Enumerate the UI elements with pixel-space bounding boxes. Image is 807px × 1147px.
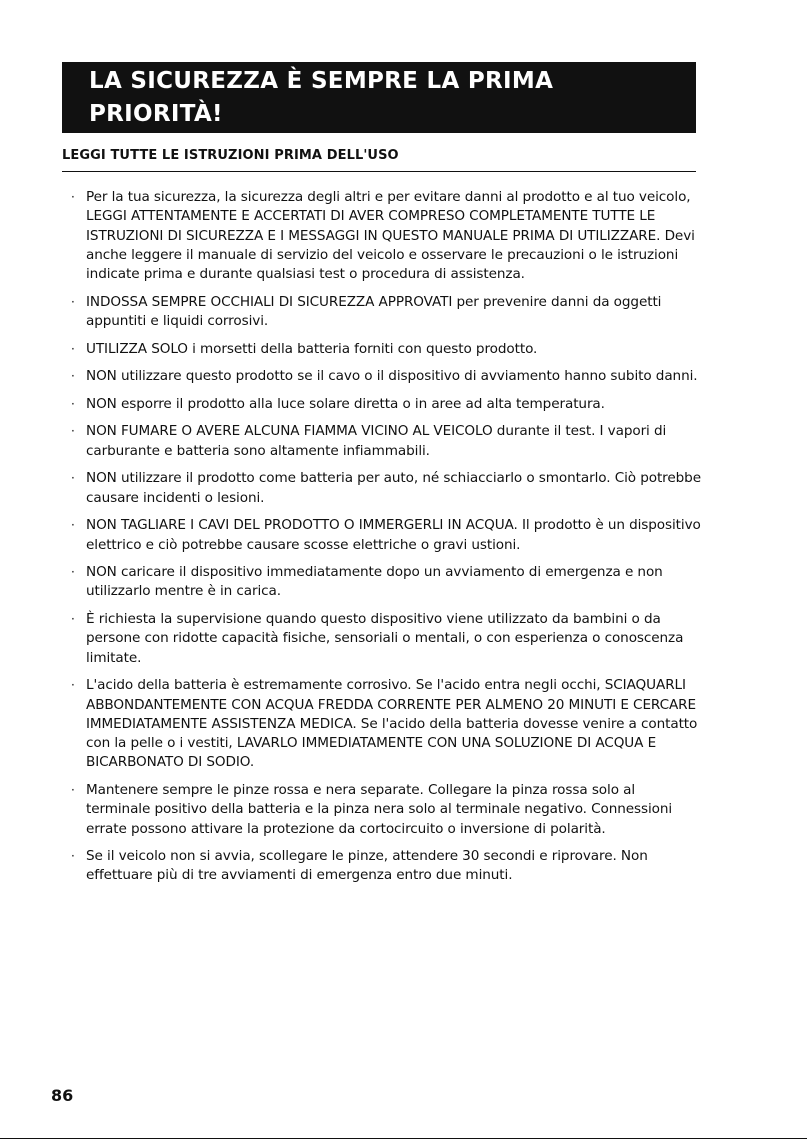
list-item: [62, 563, 702, 602]
list-item-text: NON esporre il prodotto alla luce solare diretta o in aree ad alta temperatura.: [86, 395, 605, 412]
bullet-icon: ·: [71, 565, 75, 580]
bullet-icon: ·: [71, 471, 75, 486]
list-item: [62, 610, 702, 668]
list-item-text: Mantenere sempre le pinze rossa e nera separate. Collegare la pinza rossa solo al terminale positivo della batteria e la pinza nera solo al terminale negativo. Connessioni errate possono attivare la protezione da cortocircuito o inversione di polarità.: [86, 781, 673, 837]
bullet-icon: ·: [71, 518, 75, 533]
subtitle-divider: [62, 171, 696, 172]
list-item-text: INDOSSA SEMPRE OCCHIALI DI SICUREZZA APPROVATI per prevenire danni da oggetti appuntiti e liquidi corrosivi.: [86, 293, 662, 330]
title-banner: [62, 62, 696, 133]
list-item: [62, 340, 702, 359]
list-item-text: È richiesta la supervisione quando questo dispositivo viene utilizzato da bambini o da persone con ridotte capacità fisiche, sensoriali o mentali, o con esperienza o conoscenza limitate.: [86, 611, 684, 666]
bullet-icon: ·: [71, 396, 75, 411]
list-item-text: UTILIZZA SOLO i morsetti della batteria forniti con questo prodotto.: [86, 340, 538, 357]
list-item-text: NON utilizzare questo prodotto se il cavo o il dispositivo di avviamento hanno subito danni.: [86, 368, 698, 385]
bullet-icon: ·: [71, 341, 75, 356]
list-item-text: NON caricare il dispositivo immediatamente dopo un avviamento di emergenza e non utilizzarlo mentre è in carica.: [86, 564, 663, 600]
list-item: [62, 395, 702, 414]
footer-divider: [0, 1138, 807, 1139]
list-item-text: Se il veicolo non si avvia, scollegare le pinze, attendere 30 secondi e riprovare. Non effettuare più di tre avviamenti di emergenza entro due minuti.: [86, 848, 648, 884]
bullet-icon: ·: [71, 369, 75, 384]
list-item-text: NON TAGLIARE I CAVI DEL PRODOTTO O IMMERGERLI IN ACQUA. Il prodotto è un dispositivo elettrico e ciò potrebbe causare scosse elettriche o gravi ustioni.: [86, 517, 701, 553]
list-item: [62, 516, 702, 555]
section-subtitle: LEGGI TUTTE LE ISTRUZIONI PRIMA DELL'USO: [62, 148, 399, 163]
list-item: [62, 676, 702, 772]
bullet-icon: ·: [71, 190, 75, 204]
bullet-icon: ·: [71, 424, 75, 439]
list-item-text: Per la tua sicurezza, la sicurezza degli altri e per evitare danni al prodotto e al tuo veicolo, LEGGI ATTENTAMENTE E ACCERTATI DI AVER COMPRESO COMPLETAMENTE TUTTE LE ISTRUZIONI DI SICUREZZA E I MESSAGGI IN QUESTO MANUALE PRIMA DI UTILIZZARE. Devi anche leggere il manuale di servizio del veicolo e osservare le precauzioni o le istruzioni indicate prima e durante qualsiasi test o procedura di assistenza.: [86, 189, 695, 283]
bullet-icon: ·: [71, 782, 75, 797]
list-item: [62, 469, 702, 508]
list-item: [62, 781, 702, 839]
list-item-text: NON FUMARE O AVERE ALCUNA FIAMMA VICINO AL VEICOLO durante il test. I vapori di carburante e batteria sono altamente infiammabili.: [86, 423, 667, 459]
list-item: [62, 293, 702, 332]
safety-instructions-list: [62, 188, 702, 894]
bullet-icon: ·: [71, 678, 75, 693]
list-item: [62, 422, 702, 461]
list-item: [62, 847, 702, 886]
page-title-line-1: LA SICUREZZA È SEMPRE LA PRIMA: [89, 68, 554, 94]
page-number: 86: [51, 1086, 74, 1105]
page-title-line-2: PRIORITÀ!: [89, 101, 223, 127]
list-item-text: L'acido della batteria è estremamente corrosivo. Se l'acido entra negli occhi, SCIAQUARLI ABBONDANTEMENTE CON ACQUA FREDDA CORRENTE PER ALMENO 20 MINUTI E CERCARE IMMEDIATAMENTE ASSISTENZA MEDICA. Se l'acido della batteria dovesse venire a contatto con la pelle o i vestiti, LAVARLO IMMEDIATAMENTE CON UNA SOLUZIONE DI ACQUA E BICARBONATO DI SODIO.: [86, 677, 698, 771]
bullet-icon: ·: [71, 849, 75, 864]
bullet-icon: ·: [71, 294, 75, 309]
list-item: [62, 188, 702, 284]
bullet-icon: ·: [71, 612, 75, 627]
list-item: [62, 367, 702, 386]
list-item-text: NON utilizzare il prodotto come batteria per auto, né schiacciarlo o smontarlo. Ciò potrebbe causare incidenti o lesioni.: [86, 470, 701, 506]
